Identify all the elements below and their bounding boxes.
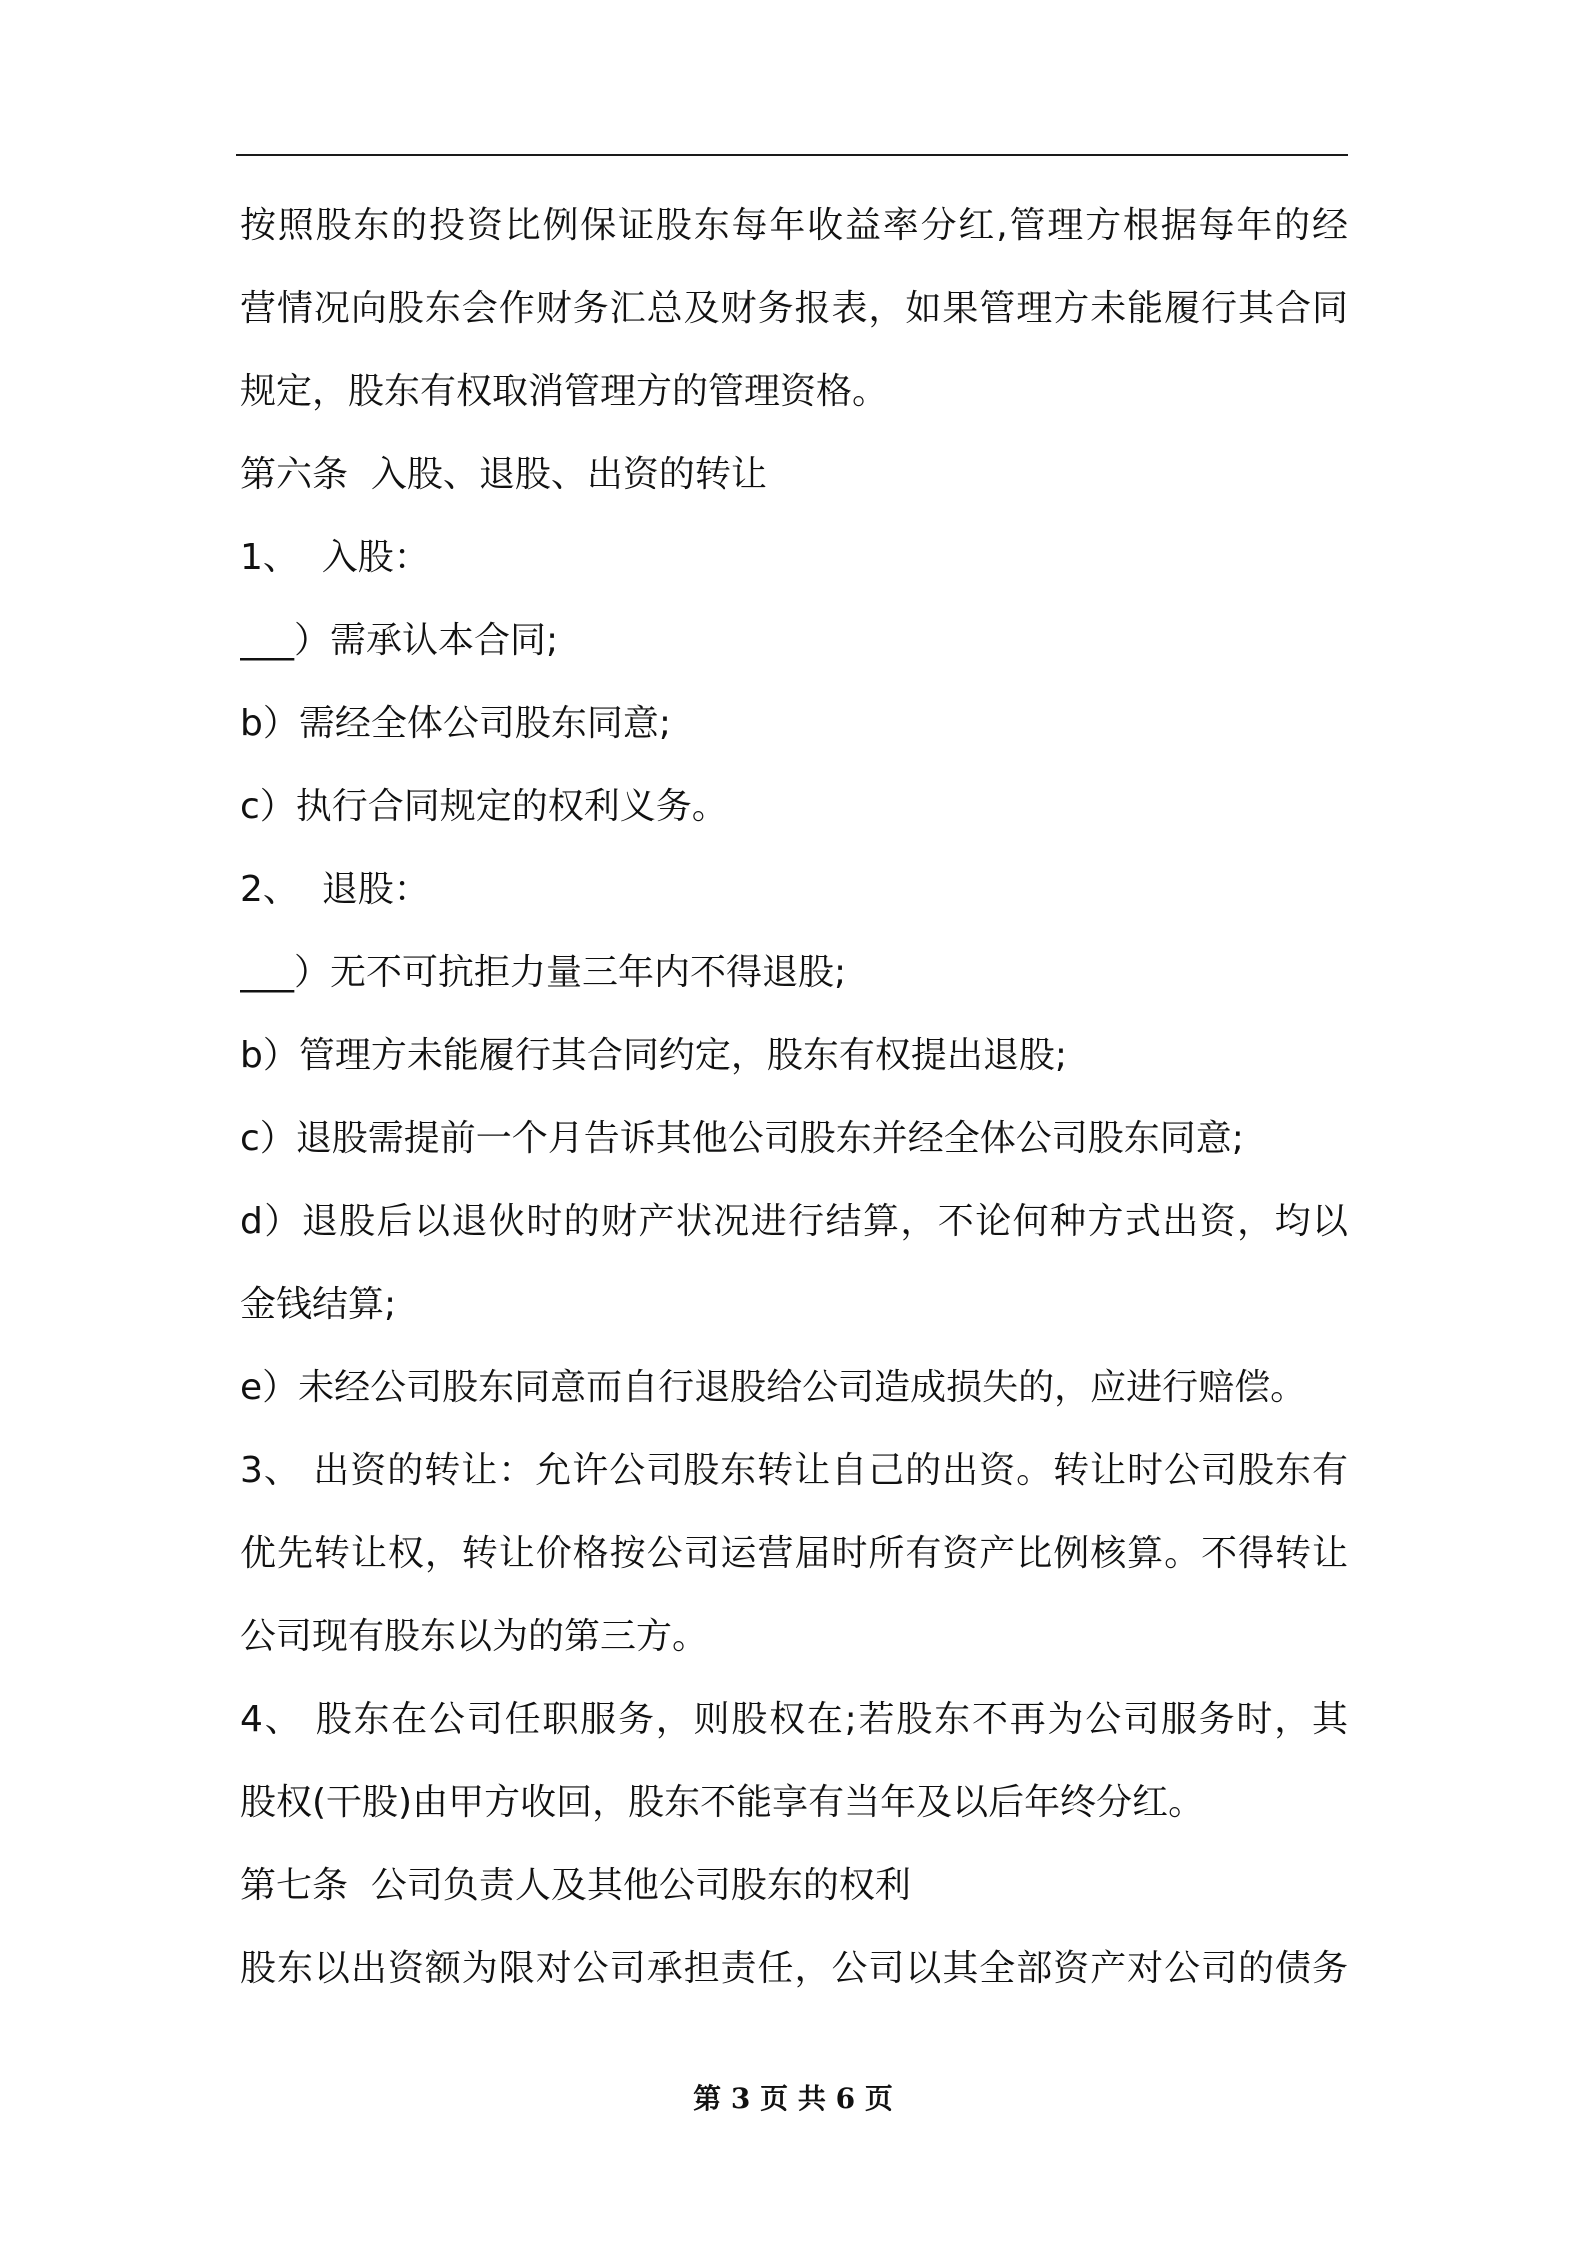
article-heading: 第六条 入股、退股、出资的转让 bbox=[240, 454, 767, 495]
section-item: 3、 出资的转让：允许公司股东转让自己的出资。转让时公司股东有 bbox=[240, 1450, 1348, 1491]
list-item: b）需经全体公司股东同意; bbox=[240, 703, 671, 744]
page-number-footer: 第 3 页 共 6 页 bbox=[693, 2082, 893, 2115]
text-line: 股权(干股)由甲方收回，股东不能享有当年及以后年终分红。 bbox=[240, 1782, 1205, 1823]
list-item: ___）需承认本合同; bbox=[240, 620, 559, 661]
list-item: e）未经公司股东同意而自行退股给公司造成损失的，应进行赔偿。 bbox=[240, 1367, 1307, 1408]
list-item: c）退股需提前一个月告诉其他公司股东并经全体公司股东同意; bbox=[240, 1118, 1244, 1159]
header-rule bbox=[236, 154, 1348, 156]
list-item: c）执行合同规定的权利义务。 bbox=[240, 786, 728, 827]
text-line: 股东以出资额为限对公司承担责任，公司以其全部资产对公司的债务 bbox=[240, 1948, 1348, 1989]
list-item: d）退股后以退伙时的财产状况进行结算，不论何种方式出资，均以 bbox=[240, 1201, 1348, 1242]
text-line: 金钱结算; bbox=[240, 1284, 397, 1325]
section-heading: 2、 退股： bbox=[240, 869, 430, 910]
document-body bbox=[240, 184, 1348, 2010]
article-heading: 第七条 公司负责人及其他公司股东的权利 bbox=[240, 1865, 911, 1906]
text-line: 按照股东的投资比例保证股东每年收益率分红,管理方根据每年的经 bbox=[240, 205, 1348, 246]
list-item: ___）无不可抗拒力量三年内不得退股; bbox=[240, 952, 847, 993]
text-line: 优先转让权，转让价格按公司运营届时所有资产比例核算。不得转让 bbox=[240, 1533, 1348, 1574]
text-line: 公司现有股东以为的第三方。 bbox=[240, 1616, 709, 1657]
text-line: 规定，股东有权取消管理方的管理资格。 bbox=[240, 371, 889, 412]
list-item: b）管理方未能履行其合同约定，股东有权提出退股; bbox=[240, 1035, 1067, 1076]
section-heading: 1、 入股： bbox=[240, 537, 430, 578]
section-item: 4、 股东在公司任职服务，则股权在;若股东不再为公司服务时，其 bbox=[240, 1699, 1348, 1740]
text-line: 营情况向股东会作财务汇总及财务报表，如果管理方未能履行其合同 bbox=[240, 288, 1348, 329]
